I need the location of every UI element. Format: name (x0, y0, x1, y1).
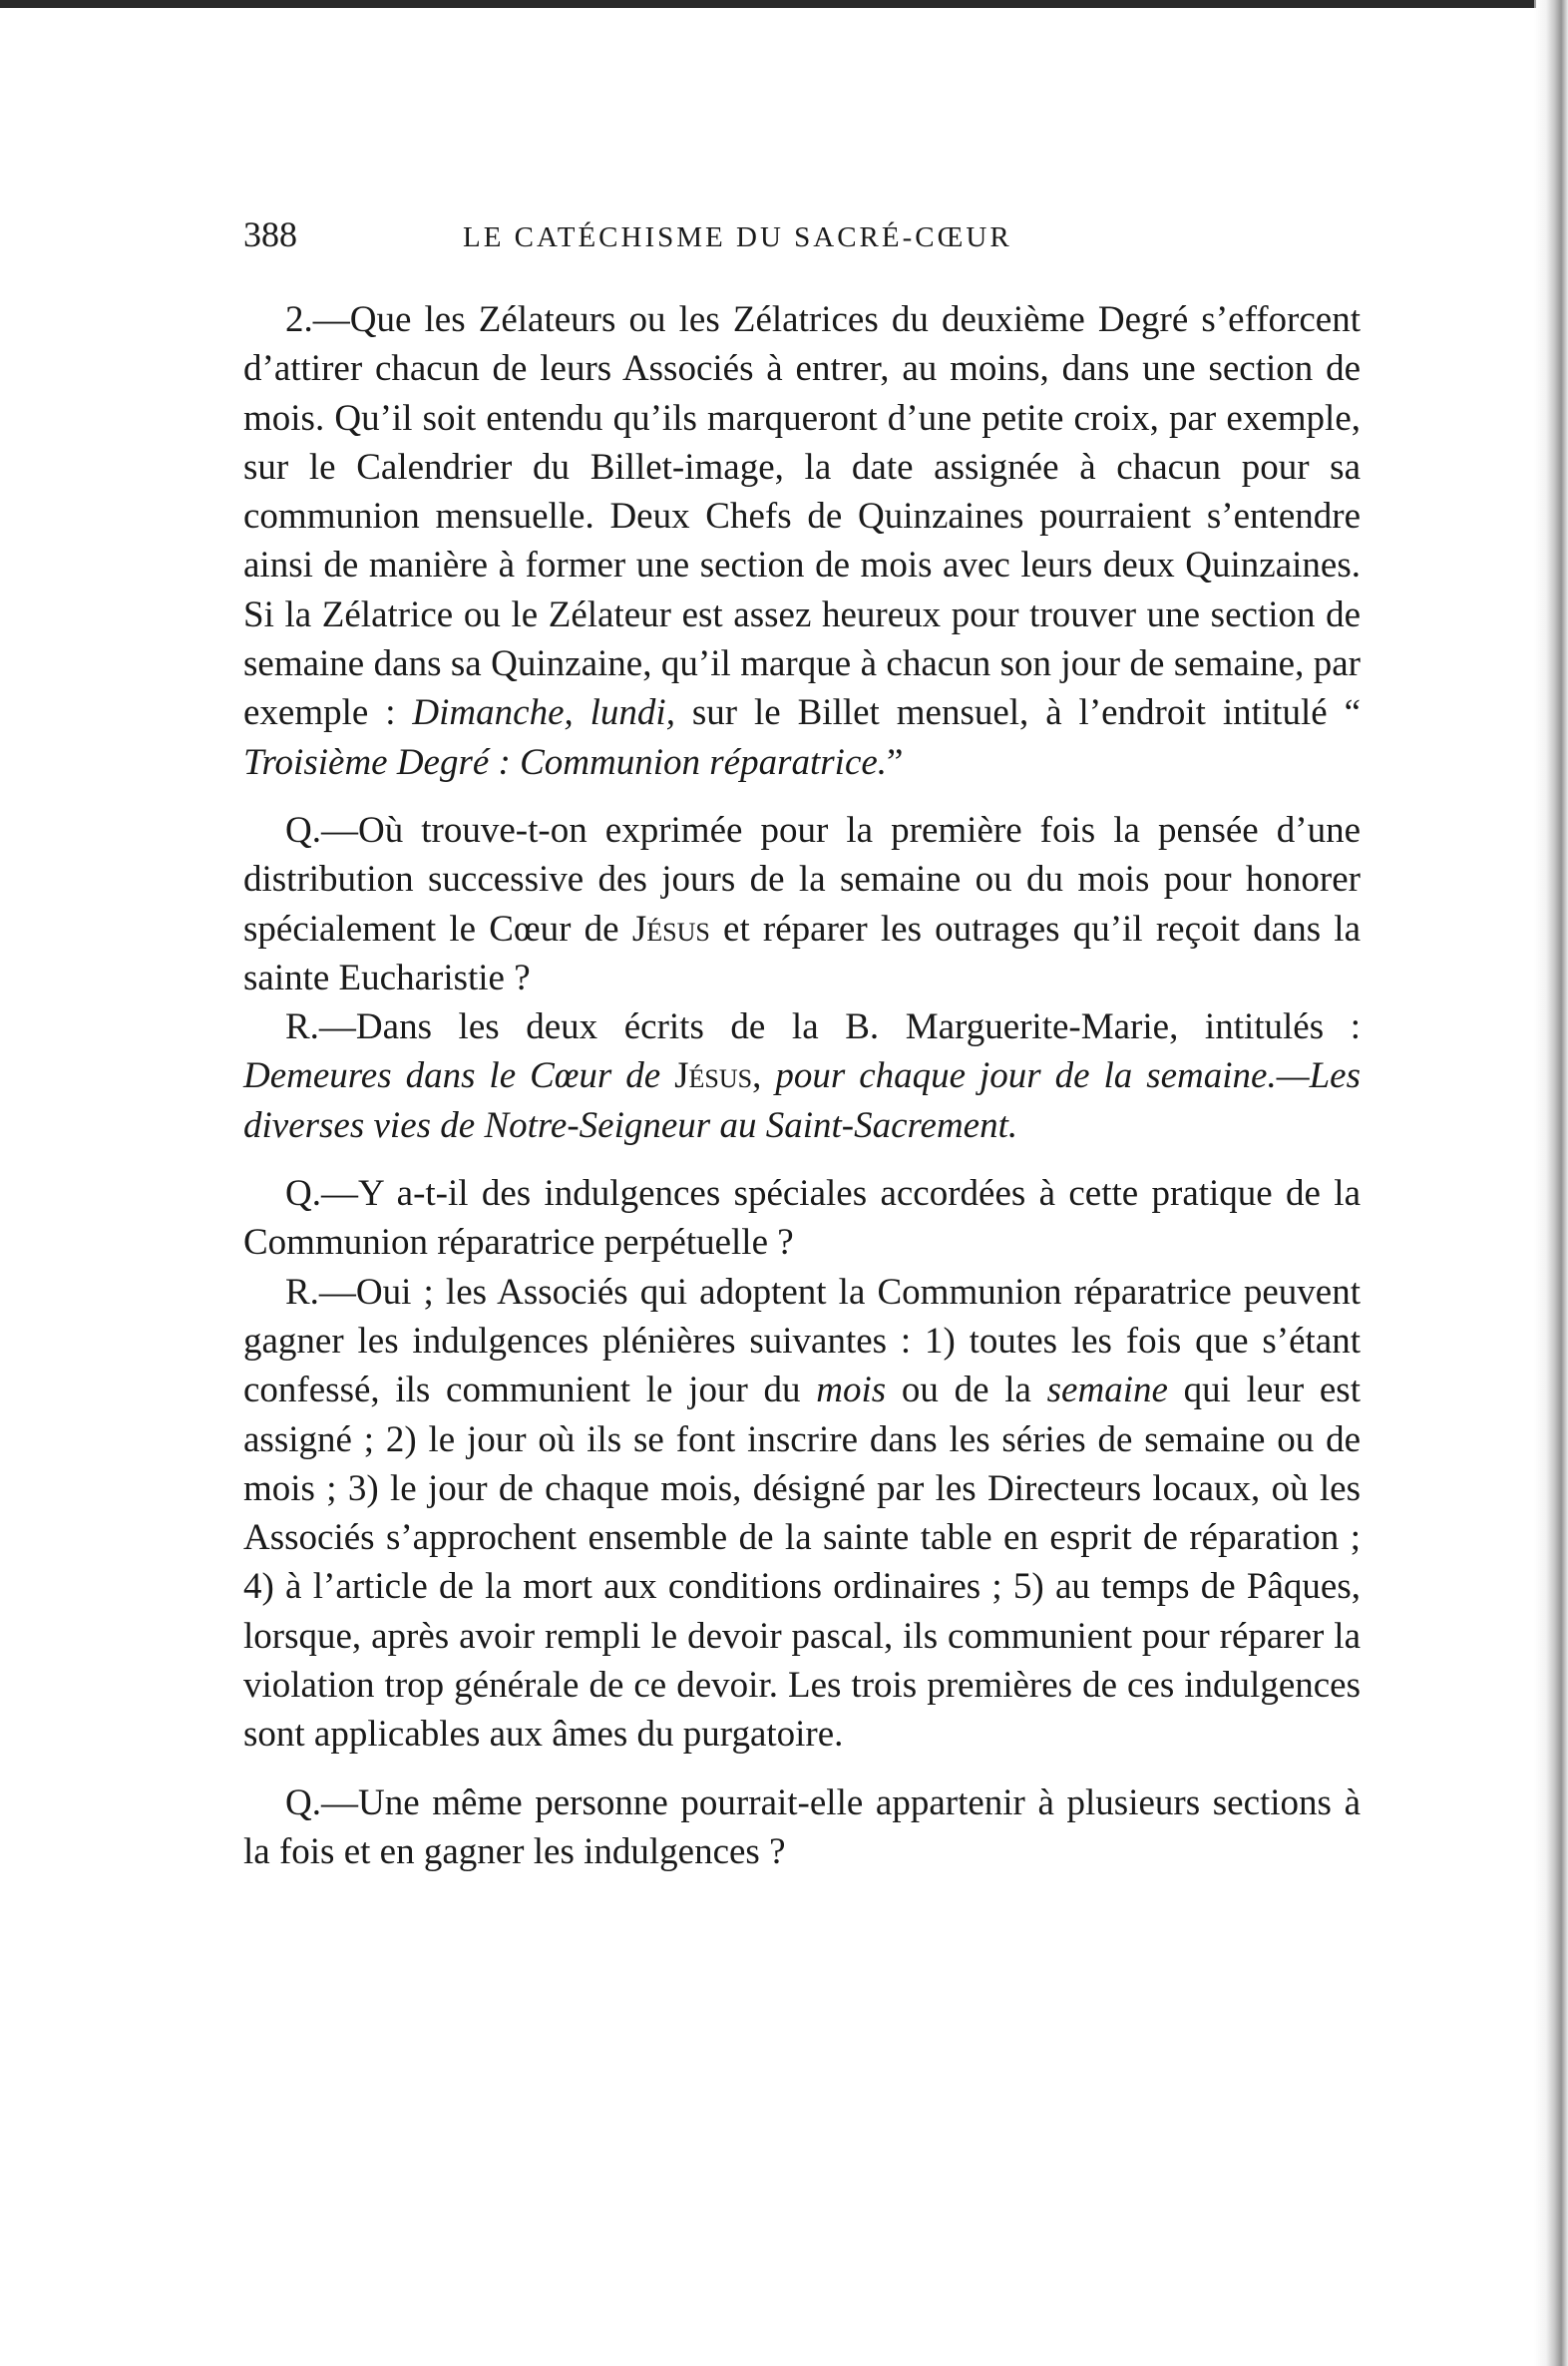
text-run: Q.—Une même personne pourrait-elle appartenir à plusieurs sections à la fois et en gagner les indulgences ? (243, 1781, 1361, 1872)
answer-indulgences (243, 1268, 1361, 1760)
text-run: qui leur est assigné ; 2) le jour où ils se font inscrire dans les séries de semaine ou de mois ; 3) le jour de chaque mois, désigné par les Directeurs locaux, où les Associés s’approchent ensemble de la sainte table en esprit de réparation ; 4) à l’article de la mort aux conditions ordinaires ; 5) au temps de Pâques, lorsque, après avoir rempli le devoir pascal, ils communient pour réparer la violation trop générale de ce devoir. Les trois premières de ces indulgences sont applicables aux âmes du purgatoire. (243, 1370, 1361, 1756)
text-run-italic: Troisième Degré : Communion réparatrice. (243, 741, 888, 783)
question-distribution (243, 806, 1361, 1002)
text-run: Q.—Y a-t-il des indulgences spéciales accordées à cette pratique de la Communion réparatrice perpétuelle ? (243, 1173, 1361, 1264)
text-run-italic: Dimanche, lundi, (412, 692, 675, 734)
text-run: 2.—Que les Zélateurs ou les Zélatrices du deuxième Degré s’efforcent d’attirer chacun de leurs Associés à entrer, au moins, dans une section de mois. Qu’il soit entendu qu’ils marqueront d’une petite croix, par exemple, sur le Calendrier du Billet-image, la date assignée à chacun pour sa communion mensuelle. Deux Chefs de Quinzaines pourraient s’entendre ainsi de manière à former une section de mois avec leurs deux Quinzaines. Si la Zélatrice ou le Zélateur est assez heureux pour trouver une section de semaine dans sa Quinzaine, qu’il marque à chacun son jour de semaine, par exemple : (243, 299, 1361, 734)
answer-marguerite-marie (243, 1002, 1361, 1150)
text-run (660, 1055, 674, 1096)
top-border-rule (0, 0, 1536, 8)
running-header (243, 213, 1341, 269)
text-run-italic: Demeures dans le Cœur de (243, 1055, 661, 1097)
paragraph-zelateurs (243, 295, 1361, 787)
text-run: R.—Dans les deux écrits de la B. Marguerite-Marie, intitulés : (285, 1006, 1361, 1048)
question-plusieurs-sections (243, 1778, 1361, 1877)
text-run-italic: semaine (1046, 1370, 1168, 1411)
page-number: 388 (243, 214, 297, 254)
text-run: ou de la (886, 1370, 1047, 1411)
page-edge-shadow (1534, 0, 1568, 2366)
body-text (243, 295, 1361, 1876)
text-run: R.—Oui ; les Associés qui adoptent la Communion réparatrice peuvent gagner les indulgences plénières suivantes : 1) toutes les fois que s’étant confessé, ils communient le jour du (243, 1271, 1361, 1411)
question-indulgences (243, 1169, 1361, 1268)
text-run: sur le Billet mensuel, à l’endroit intitulé “ (674, 692, 1361, 734)
text-run: , (752, 1055, 776, 1097)
text-run-italic: pour chaque jour de la semaine.—Les diverses vies de Notre-Seigneur au Saint-Sacrement. (243, 1055, 1361, 1146)
text-run: Q.—Où trouve-t-on exprimée pour la première fois la pensée d’une distribution successive des jours de la semaine ou du mois pour honorer spécialement le Cœur de (243, 809, 1361, 950)
text-run-smallcaps: Jésus (674, 1055, 753, 1097)
text-run-italic: mois (816, 1370, 887, 1411)
text-run: ” (887, 741, 904, 783)
text-run-smallcaps: Jésus (631, 908, 710, 950)
text-run: et réparer les outrages qu’il reçoit dans la sainte Eucharistie ? (243, 908, 1361, 998)
running-title: LE CATÉCHISME DU SACRÉ-CŒUR (463, 221, 1012, 253)
